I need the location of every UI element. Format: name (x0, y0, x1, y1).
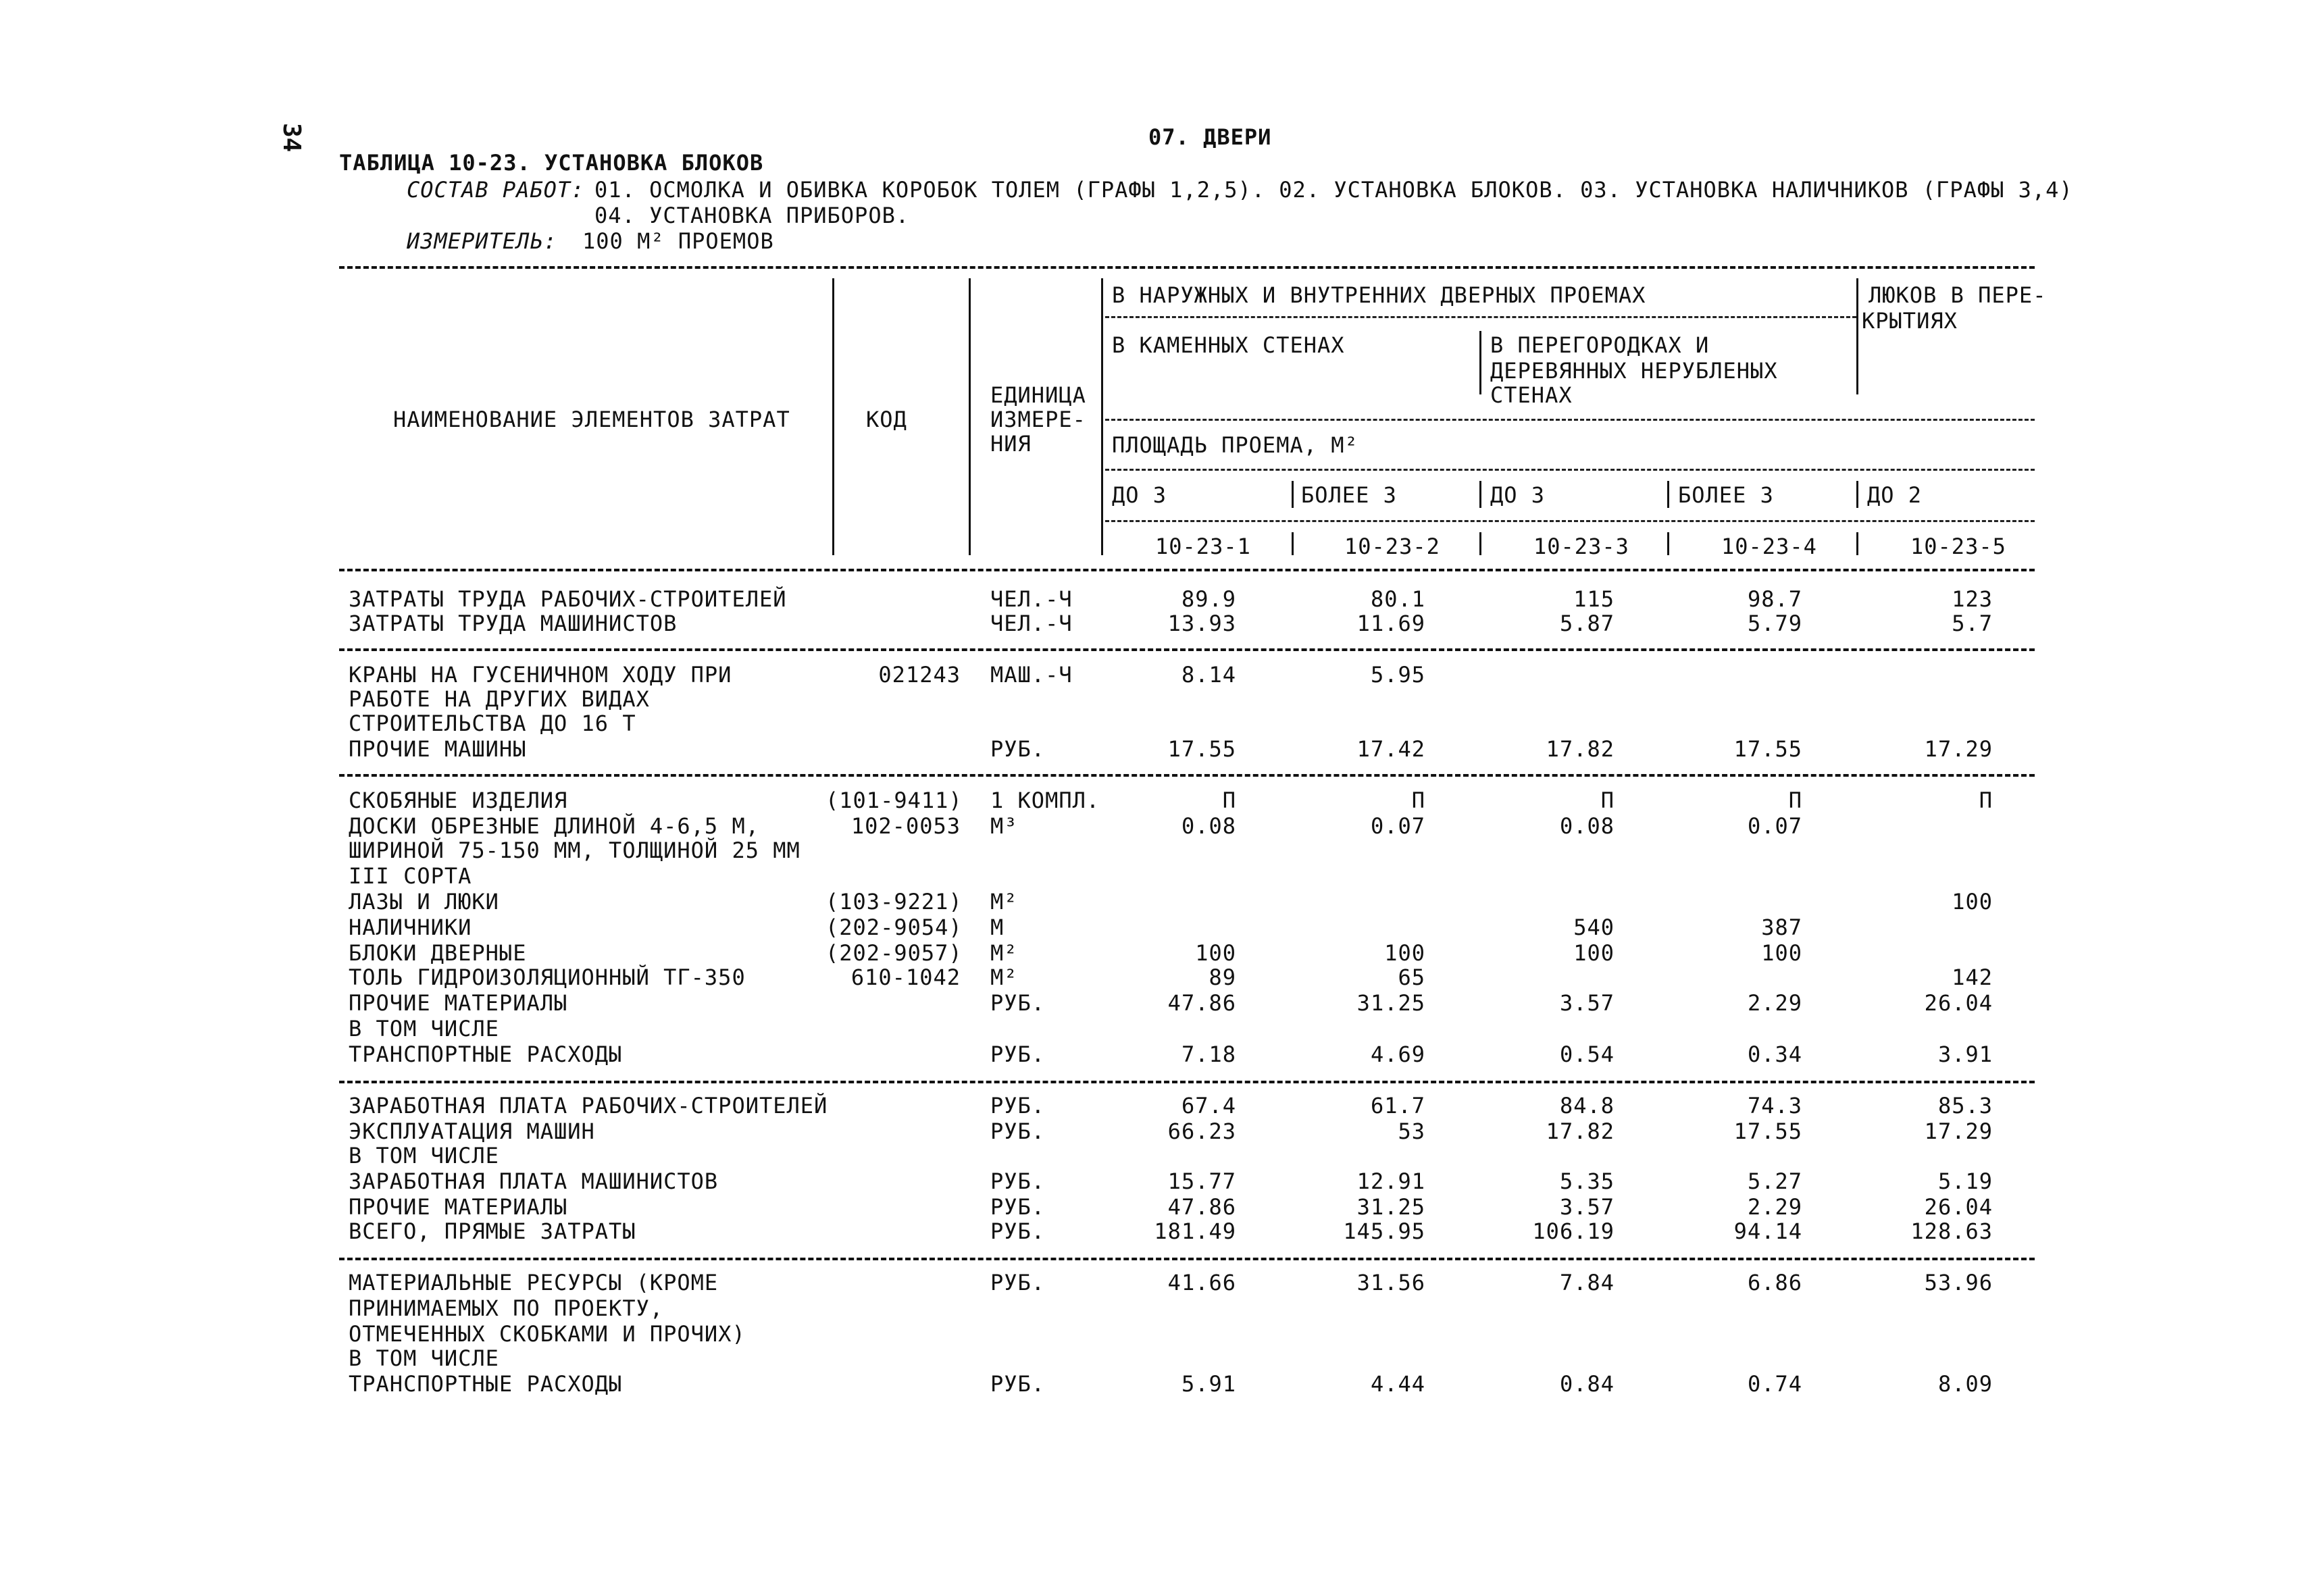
header-separator (1479, 331, 1481, 394)
row-value: 65 (1398, 964, 1425, 990)
row-value: 0.54 (1559, 1041, 1615, 1067)
row-value: 115 (1573, 586, 1615, 612)
row-value: 128.63 (1910, 1218, 1993, 1244)
row-value: 26.04 (1924, 1194, 1993, 1220)
row-unit: 1 КОМПЛ. (990, 788, 1100, 813)
row-value: 74.3 (1747, 1093, 1802, 1118)
section-rule (339, 774, 2035, 777)
row-value: 17.55 (1167, 736, 1236, 762)
row-unit: РУБ. (990, 1118, 1046, 1144)
header-separator (1101, 278, 1103, 555)
header-rule (1105, 469, 2035, 471)
header-separator (1667, 481, 1669, 508)
row-value: 387 (1761, 915, 1802, 940)
row-name: ЛАЗЫ И ЛЮКИ (349, 889, 499, 915)
row-unit: РУБ. (990, 990, 1046, 1016)
row-value: 31.25 (1356, 1194, 1425, 1220)
row-name: ТРАНСПОРТНЫЕ РАСХОДЫ (349, 1371, 623, 1397)
row-value: 0.84 (1559, 1371, 1615, 1397)
row-name: ПРИНИМАЕМЫХ ПО ПРОЕКТУ, (349, 1295, 664, 1321)
composition-label: СОСТАВ РАБОТ: (407, 177, 585, 203)
row-value: 13.93 (1167, 611, 1236, 636)
row-value: 6.86 (1747, 1270, 1802, 1295)
row-value: 0.74 (1747, 1371, 1802, 1397)
header-name-column: НАИМЕНОВАНИЕ ЭЛЕМЕНТОВ ЗАТРАТ (393, 407, 790, 432)
measure-label: ИЗМЕРИТЕЛЬ: (407, 228, 557, 254)
row-value: 7.84 (1559, 1270, 1615, 1295)
row-value: П (1600, 788, 1615, 813)
row-value: 94.14 (1733, 1218, 1802, 1244)
row-name: ПРОЧИЕ МАШИНЫ (349, 736, 527, 762)
row-value: 100 (1195, 940, 1236, 966)
row-value: 3.91 (1937, 1041, 1993, 1067)
row-value: 47.86 (1167, 1194, 1236, 1220)
row-value: 11.69 (1356, 611, 1425, 636)
row-value: 67.4 (1181, 1093, 1236, 1118)
row-value: 12.91 (1356, 1168, 1425, 1194)
row-name: БЛОКИ ДВЕРНЫЕ (349, 940, 527, 966)
table-title: ТАБЛИЦА 10-23. УСТАНОВКА БЛОКОВ (339, 150, 764, 176)
row-value: 0.08 (1559, 813, 1615, 839)
row-unit: РУБ. (990, 1093, 1046, 1118)
header-column-number: 10-23-1 (1155, 534, 1251, 559)
row-value: П (1411, 788, 1425, 813)
row-value: 17.29 (1924, 736, 1993, 762)
header-separator (1479, 532, 1481, 555)
row-name: III СОРТА (349, 863, 472, 889)
row-value: 26.04 (1924, 990, 1993, 1016)
header-openings: В НАРУЖНЫХ И ВНУТРЕННИХ ДВЕРНЫХ ПРОЕМАХ (1112, 282, 1646, 308)
header-separator (1479, 481, 1481, 508)
section-rule (339, 569, 2035, 571)
row-name: ВСЕГО, ПРЯМЫЕ ЗАТРАТЫ (349, 1218, 636, 1244)
row-value: 8.14 (1181, 662, 1236, 688)
row-name: ПРОЧИЕ МАТЕРИАЛЫ (349, 990, 568, 1016)
row-name: РАБОТЕ НА ДРУГИХ ВИДАХ (349, 686, 650, 712)
header-column-number: 10-23-4 (1721, 534, 1817, 559)
row-value: 0.07 (1747, 813, 1802, 839)
row-name: ЗАРАБОТНАЯ ПЛАТА МАШИНИСТОВ (349, 1168, 719, 1194)
row-value: 4.44 (1370, 1371, 1425, 1397)
row-unit: РУБ. (990, 1194, 1046, 1220)
row-value: 0.34 (1747, 1041, 1802, 1067)
row-name: ШИРИНОЙ 75-150 ММ, ТОЛЩИНОЙ 25 ММ (349, 838, 800, 863)
header-range: ДО 2 (1867, 482, 1923, 508)
row-value: 8.09 (1937, 1371, 1993, 1397)
row-name: ЭКСПЛУАТАЦИЯ МАШИН (349, 1118, 595, 1144)
header-hatches: ЛЮКОВ В ПЕРЕ- (1869, 282, 2047, 308)
row-value: 5.35 (1559, 1168, 1615, 1194)
row-unit: РУБ. (990, 1270, 1046, 1295)
row-value: 2.29 (1747, 990, 1802, 1016)
composition-line-2: 04. УСТАНОВКА ПРИБОРОВ. (594, 203, 910, 228)
row-unit: М² (990, 889, 1018, 915)
row-name: ЗАРАБОТНАЯ ПЛАТА РАБОЧИХ-СТРОИТЕЛЕЙ (349, 1093, 828, 1118)
row-value: 17.82 (1546, 736, 1615, 762)
row-unit: ЧЕЛ.-Ч (990, 611, 1073, 636)
page-number: 34 (278, 123, 305, 153)
row-value: 80.1 (1370, 586, 1425, 612)
row-name: В ТОМ ЧИСЛЕ (349, 1143, 499, 1168)
header-column-number: 10-23-3 (1533, 534, 1629, 559)
row-value: 100 (1952, 889, 1993, 915)
header-separator (1667, 532, 1669, 555)
row-name: СКОБЯНЫЕ ИЗДЕЛИЯ (349, 788, 568, 813)
header-column-number: 10-23-2 (1344, 534, 1440, 559)
header-hatches: КРЫТИЯХ (1862, 308, 1958, 334)
section-title: 07. ДВЕРИ (1148, 124, 1272, 150)
header-unit-column: НИЯ (990, 431, 1032, 457)
row-name: НАЛИЧНИКИ (349, 915, 472, 940)
row-value: 66.23 (1167, 1118, 1236, 1144)
row-value: 0.07 (1370, 813, 1425, 839)
row-name: ПРОЧИЕ МАТЕРИАЛЫ (349, 1194, 568, 1220)
header-separator (1292, 481, 1294, 508)
header-area: ПЛОЩАДЬ ПРОЕМА, М² (1112, 432, 1358, 458)
header-separator (1856, 481, 1858, 508)
row-value: 2.29 (1747, 1194, 1802, 1220)
row-name: В ТОМ ЧИСЛЕ (349, 1016, 499, 1041)
row-code: (101-9411) (825, 788, 963, 813)
row-value: 540 (1573, 915, 1615, 940)
row-name: СТРОИТЕЛЬСТВА ДО 16 Т (349, 711, 636, 736)
header-stone-walls: В КАМЕННЫХ СТЕНАХ (1112, 332, 1345, 358)
row-name: ЗАТРАТЫ ТРУДА МАШИНИСТОВ (349, 611, 678, 636)
row-unit: М (990, 915, 1005, 940)
header-column-number: 10-23-5 (1910, 534, 2006, 559)
header-partitions: В ПЕРЕГОРОДКАХ И (1490, 332, 1710, 358)
row-value: 53 (1398, 1118, 1425, 1144)
row-value: П (1979, 788, 1993, 813)
row-value: 100 (1384, 940, 1425, 966)
row-name: ЗАТРАТЫ ТРУДА РАБОЧИХ-СТРОИТЕЛЕЙ (349, 586, 787, 612)
table-top-rule (339, 266, 2035, 269)
row-name: ДОСКИ ОБРЕЗНЫЕ ДЛИНОЙ 4-6,5 М, (349, 813, 759, 839)
header-separator (1856, 532, 1858, 555)
composition-line-1: 01. ОСМОЛКА И ОБИВКА КОРОБОК ТОЛЕМ (ГРАФЫ 1,2,5). 02. УСТАНОВКА БЛОКОВ. 03. УСТАНОВКА НАЛИЧНИКОВ (ГРАФЫ 3,4) (594, 177, 2073, 203)
row-value: П (1788, 788, 1802, 813)
row-unit: РУБ. (990, 736, 1046, 762)
row-value: 31.25 (1356, 990, 1425, 1016)
row-value: П (1222, 788, 1236, 813)
row-value: 17.42 (1356, 736, 1425, 762)
measure-value: 100 М² ПРОЕМОВ (582, 228, 774, 254)
header-range: БОЛЕЕ 3 (1301, 482, 1397, 508)
row-name: ТОЛЬ ГИДРОИЗОЛЯЦИОННЫЙ ТГ-350 (349, 964, 746, 990)
row-unit: М³ (990, 813, 1018, 839)
header-rule (1105, 419, 2035, 421)
row-value: 7.18 (1181, 1041, 1236, 1067)
row-value: 53.96 (1924, 1270, 1993, 1295)
header-range: ДО 3 (1112, 482, 1167, 508)
row-code: (202-9057) (825, 940, 963, 966)
header-unit-column: ЕДИНИЦА (990, 382, 1086, 408)
section-rule (339, 648, 2035, 651)
row-unit: РУБ. (990, 1168, 1046, 1194)
row-value: 41.66 (1167, 1270, 1236, 1295)
row-value: 3.57 (1559, 1194, 1615, 1220)
row-value: 85.3 (1937, 1093, 1993, 1118)
row-name: В ТОМ ЧИСЛЕ (349, 1345, 499, 1371)
row-code: 102-0053 (850, 813, 961, 839)
row-value: 100 (1573, 940, 1615, 966)
row-unit: РУБ. (990, 1371, 1046, 1397)
row-unit: М² (990, 964, 1018, 990)
row-value: 4.69 (1370, 1041, 1425, 1067)
row-value: 123 (1952, 586, 1993, 612)
section-rule (339, 1081, 2035, 1083)
row-value: 17.55 (1733, 736, 1802, 762)
row-value: 47.86 (1167, 990, 1236, 1016)
row-unit: МАШ.-Ч (990, 662, 1073, 688)
row-value: 31.56 (1356, 1270, 1425, 1295)
row-unit: ЧЕЛ.-Ч (990, 586, 1073, 612)
row-value: 0.08 (1181, 813, 1236, 839)
header-separator (969, 278, 971, 555)
row-unit: М² (990, 940, 1018, 966)
header-range: ДО 3 (1490, 482, 1546, 508)
header-unit-column: ИЗМЕРЕ- (990, 407, 1086, 432)
row-unit: РУБ. (990, 1041, 1046, 1067)
row-value: 5.7 (1952, 611, 1993, 636)
row-value: 5.87 (1559, 611, 1615, 636)
row-name: ТРАНСПОРТНЫЕ РАСХОДЫ (349, 1041, 623, 1067)
row-value: 145.95 (1343, 1218, 1425, 1244)
row-value: 17.55 (1733, 1118, 1802, 1144)
row-value: 15.77 (1167, 1168, 1236, 1194)
header-partitions: ДЕРЕВЯННЫХ НЕРУБЛЕНЫХ (1490, 358, 1778, 384)
row-value: 98.7 (1747, 586, 1802, 612)
row-value: 5.95 (1370, 662, 1425, 688)
header-range: БОЛЕЕ 3 (1678, 482, 1774, 508)
row-unit: РУБ. (990, 1218, 1046, 1244)
header-rule (1105, 520, 2035, 522)
row-value: 142 (1952, 964, 1993, 990)
row-value: 89.9 (1181, 586, 1236, 612)
row-code: 610-1042 (850, 964, 961, 990)
row-value: 5.27 (1747, 1168, 1802, 1194)
row-value: 5.79 (1747, 611, 1802, 636)
header-separator (1292, 532, 1294, 555)
row-value: 61.7 (1370, 1093, 1425, 1118)
row-code: 021243 (878, 662, 961, 688)
row-value: 181.49 (1154, 1218, 1236, 1244)
row-value: 89 (1209, 964, 1236, 990)
header-separator (832, 278, 834, 555)
header-partitions: СТЕНАХ (1490, 382, 1573, 408)
row-value: 17.82 (1546, 1118, 1615, 1144)
row-name: ОТМЕЧЕННЫХ СКОБКАМИ И ПРОЧИХ) (349, 1321, 746, 1347)
row-value: 5.19 (1937, 1168, 1993, 1194)
row-name: МАТЕРИАЛЬНЫЕ РЕСУРСЫ (КРОМЕ (349, 1270, 719, 1295)
section-rule (339, 1258, 2035, 1260)
row-value: 17.29 (1924, 1118, 1993, 1144)
header-code-column: КОД (866, 407, 907, 432)
row-name: КРАНЫ НА ГУСЕНИЧНОМ ХОДУ ПРИ (349, 662, 732, 688)
row-value: 5.91 (1181, 1371, 1236, 1397)
row-value: 106.19 (1532, 1218, 1615, 1244)
row-value: 100 (1761, 940, 1802, 966)
header-separator (1856, 278, 1858, 394)
row-code: (202-9054) (825, 915, 963, 940)
row-value: 84.8 (1559, 1093, 1615, 1118)
header-rule (1105, 316, 1856, 318)
row-code: (103-9221) (825, 889, 963, 915)
row-value: 3.57 (1559, 990, 1615, 1016)
